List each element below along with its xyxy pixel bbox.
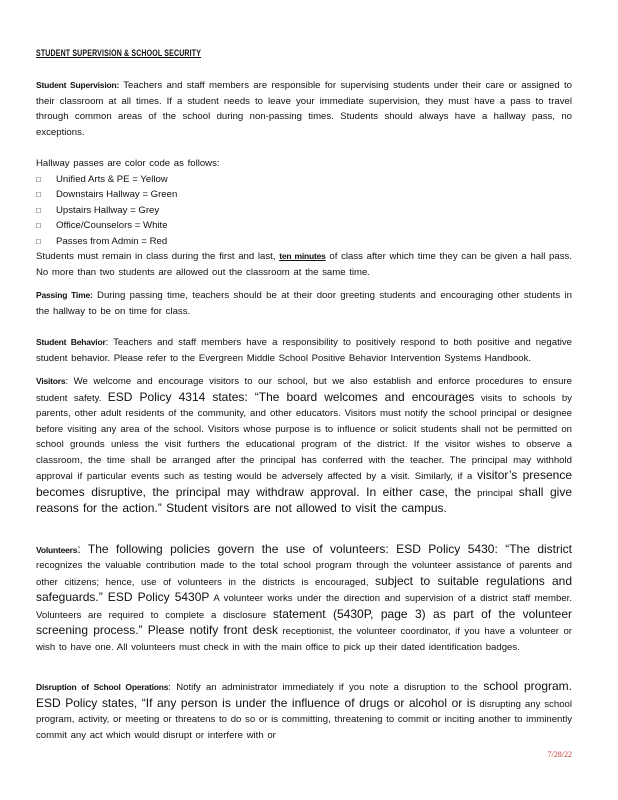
behavior-text: : Teachers and staff members have a responsibility to positively respond to both positive and negative student behavior. Please refer to the Evergreen Middle School Positive Behavior Intervention Systems Handbook. (36, 337, 572, 364)
disruption-text-a: : Notify an administrator immediately if you note a disruption to the (168, 682, 478, 693)
visitors-text-a: : We welcome and encourage visitors to our school, but we also establish and enforce procedures to ensure student safety. (36, 376, 572, 404)
hallway-rule-pre: Students must remain in class during the first and last, (36, 251, 280, 262)
volunteers-label: Volunteers (36, 544, 78, 555)
visitors-policy-intro: ESD Policy 4314 states: “The board welcomes and encourages (107, 389, 475, 404)
volunteers-text-c: subject to suitable regulations and safeguards.” ESD Policy 5430P (36, 573, 573, 604)
hallway-intro: Hallway passes are color code as follows: (36, 158, 220, 169)
volunteers-text-b: recognizes the valuable contribution made to the total school program through the volunteer assistance of parents and other citizens; hence, use of volunteers in the districts is encouraged, (36, 560, 572, 588)
supervision-label: Student Supervision: (36, 80, 120, 90)
footer-date: 7/28/22 (547, 750, 572, 759)
visitors-paragraph (36, 374, 572, 518)
volunteers-paragraph (36, 542, 572, 656)
visitors-text-e: principal (471, 487, 519, 499)
behavior-label: Student Behavior (36, 337, 106, 347)
supervision-paragraph (36, 78, 572, 140)
hallway-rule-post: of class after which time they can be given a hall pass. No more than two students are allowed out the classroom at the same time. (36, 251, 572, 278)
list-item: □ Downstairs Hallway = Green (36, 187, 572, 203)
visitors-text-c: visits to schools by parents, other adult residents of the community, and other educators. Visitors must notify the school principal or designee before visiting any area of the school. Visitors whose purpose is to influence or solicit students shall not be permitted on school grounds unless the visit furthers the educational program of the district. If the visitor wishes to observe a classroom, the time shall be arranged after the principal has conferred with the teacher. The principal may withhold approval if particular events such as testing would be adversely affected by a visit. Similarly, if a (36, 392, 572, 482)
volunteers-text-f: receptionist, the volunteer coordinator, if you have a volunteer or wish to have one. All volunteers must check in with the main office to pick up their dated identification badges. (36, 626, 573, 653)
list-item: □ Unified Arts & PE = Yellow (36, 172, 572, 188)
list-item: □ Passes from Admin = Red (36, 234, 572, 250)
document-page (36, 48, 572, 751)
page-title: STUDENT SUPERVISION & SCHOOL SECURITY (36, 48, 202, 58)
behavior-paragraph (36, 335, 572, 366)
list-item: □ Office/Counselors = White (36, 218, 572, 234)
visitors-label: Visitors (36, 376, 66, 386)
supervision-text: Teachers and staff members are responsible for supervising students under their care or assigned to their classroom at all times. If a student needs to leave your immediate supervision, they must have a pass to travel through common areas of the school during non-passing times. Students should always have a hallway pass, no exceptions. (36, 80, 572, 138)
passing-label: Passing Time: (36, 290, 93, 300)
volunteers-text-d: A volunteer works under the direction and supervision of a district staff member. Volunteers are required to complete a disclosure (36, 593, 572, 621)
disruption-paragraph (36, 679, 572, 743)
disruption-label: Disruption of School Operations (36, 682, 169, 692)
hallway-rule (36, 249, 572, 280)
list-item: □ Upstairs Hallway = Grey (36, 203, 572, 219)
passing-paragraph (36, 288, 572, 319)
disruption-text-c: disrupting any school program, activity, or meeting or threatens to do so or is committing, threatening to commit or inciting another to imminently commit any act which would disrupt or interfere with or (36, 698, 572, 741)
disruption-text-b: school program. ESD Policy states, “If any person is under the influence of drugs or alcohol or is (36, 679, 572, 710)
passing-text: During passing time, teachers should be at their door greeting students and encouraging other students in the hallway to be on time for class. (36, 290, 573, 317)
hallway-rule-emphasis: ten minutes (279, 251, 326, 261)
volunteers-text-e: statement (5430P, page 3) as part of the volunteer screening process.” Please notify front desk (36, 606, 572, 637)
volunteers-text-a: : The following policies govern the use of volunteers: ESD Policy 5430: “The district (77, 541, 572, 556)
hallway-pass-list (36, 172, 572, 250)
visitors-text-f: shall give reasons for the action.” Student visitors are not allowed to visit the campus. (36, 484, 572, 515)
visitors-text-d: visitor’s presence becomes disruptive, the principal may withdraw approval. In either case, the (36, 468, 572, 499)
